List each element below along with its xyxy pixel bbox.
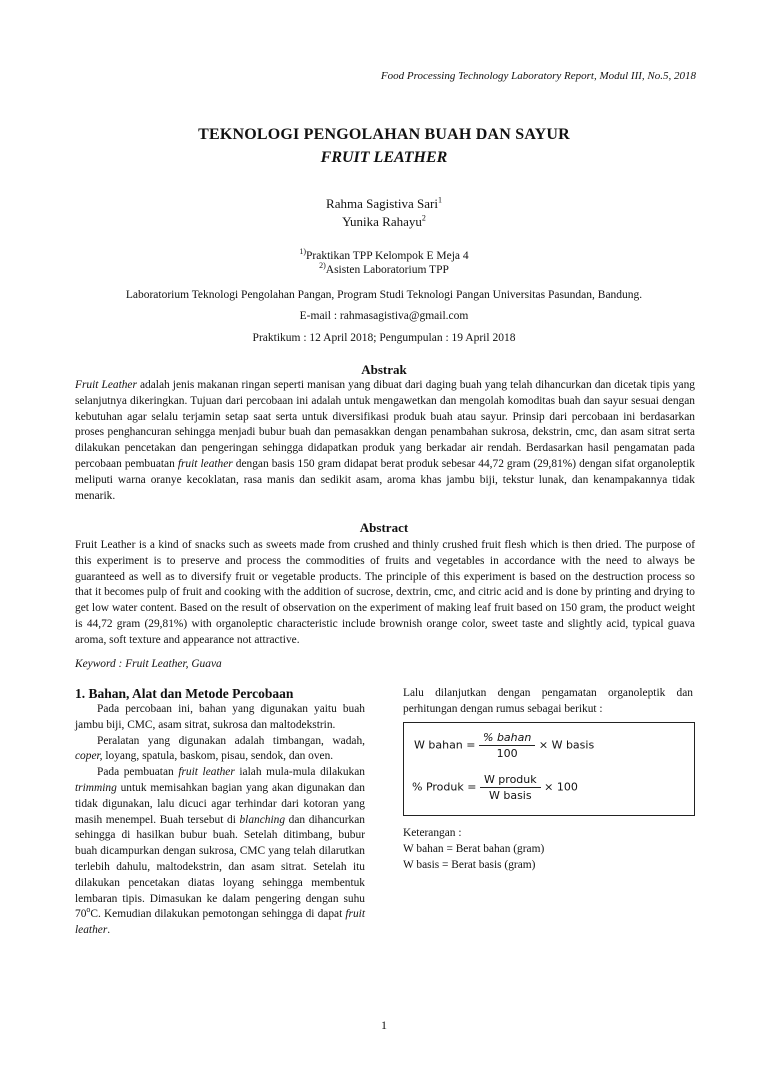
affiliation-sup: 2) (319, 261, 326, 271)
section-heading: 1. Bahan, Alat dan Metode Percobaan (75, 686, 294, 701)
text-span: loyang, spatula, baskom, pisau, sendok, dan oven. (102, 750, 334, 763)
left-column (75, 702, 365, 939)
right-column-intro: Lalu dilanjutkan dengan pengamatan organoleptik dan perhitungan dengan rumus sebagai berikut : (403, 687, 693, 715)
keterangan-block (403, 826, 693, 873)
abstrak-lead: Fruit Leather (75, 379, 137, 391)
text-span: C. Kemudian dilakukan pemotongan sehingga di dapat (90, 908, 346, 921)
text-span: . (107, 924, 111, 937)
italic-span: fruit leather (75, 908, 365, 937)
italic-span: fruit leather (178, 766, 235, 779)
fraction-numerator: W produk (480, 773, 541, 788)
abstrak-heading: Abstrak (361, 362, 407, 377)
formula-lhs: W bahan = (414, 738, 476, 752)
italic-span: coper, (75, 750, 103, 763)
abstrak-body (75, 378, 695, 504)
formula-fraction (480, 773, 541, 802)
affiliation-text: Asisten Laboratorium TPP (325, 264, 449, 276)
formula-w-bahan (414, 731, 594, 760)
fraction-numerator: % bahan (479, 731, 535, 746)
paper-title: TEKNOLOGI PENGOLAHAN BUAH DAN SAYUR (198, 126, 570, 143)
author-sup: 1 (437, 195, 442, 205)
text-span: dan dihancurkan sehingga di hasilkan bubur buah. Setelah ditimbang, bubur buah dicampurkan dengan sukrosa, CMC yang telah dilarutkan terlebih dahulu, maltodekstrin, dan asam sitrat. Setelah itu dilakukan pencetakan diatas loyang sehingga membentuk lembaran tipis. Dimasukan ke dalam pengering dengan suhu 70 (75, 813, 365, 921)
abstrak-text-2: dengan basis 150 gram didapat berat produk sebesar 44,72 gram (29,81%) dengan sifat organoleptik meliputi warna oranye kecoklatan, rasa manis dan sedikit asam, aroma khas jambu biji, tekstur lunak, dan kenampakannya tidak menarik. (75, 457, 696, 502)
formula-persen-produk (412, 773, 578, 802)
italic-span: trimming (75, 781, 117, 794)
keterangan-item: W basis = Berat basis (gram) (403, 858, 536, 871)
fraction-denominator: W basis (488, 789, 532, 802)
author-name: Rahma Sagistiva Sari (326, 196, 438, 211)
abstract-body: Fruit Leather is a kind of snacks such as sweets made from crushed and thinly crushed fruit flesh which is then dried. The purpose of this experiment is to preserve and process the commodities of fruits and vegetables in accordance with the need to always be guaranteed as well as to diversify fruit or vegetable products. The principle of this experiment is based on the destruction process so that it becomes pulp of fruit and cooking with the addition of sucrose, dextrin, cmc, and citric acid and is done by printing and drying to get low water content. Based on the result of observation on the experiment of making leaf fruit based on 150 gram, the product weight is 44,72 gram (29,81%) with organoleptic characteristic include brownish orange color, sweet taste and slightly acid, typical guava aroma, soft texture and appearance not attractive. (75, 539, 695, 646)
running-header: Food Processing Technology Laboratory Report, Modul III, No.5, 2018 (380, 70, 696, 82)
dates-line: Praktikum : 12 April 2018; Pengumpulan : 19 April 2018 (252, 332, 516, 344)
italic-span: blanching (239, 813, 286, 826)
affiliation-2 (0, 261, 768, 276)
abstrak-text-1: adalah jenis makanan ringan seperti manisan yang dibuat dari daging buah yang telah dihancurkan dan dicetak tipis yang selanjutnya dikeringkan. Tujuan dari percobaan ini adalah untuk mengawetkan dan mengolah komoditas buah dan sayur sesuai dengan kebutuhan agar selalu terjamin setap saat serta untuk diversifikasi produk buah atau sayur. Prinsip dari percobaan ini berdasarkan proses penghancuran sehingga menjadi bubur buah dan pemasakkan dengan penambahan sukrosa, dekstrin, cmc, dan asam sitrat serta dilakukan pencetakan dan pengeringan sehingga didapatkan produk yang berkadar air rendah. Berdasarkan hasil pengamatan pada percobaan pembuatan (75, 379, 695, 470)
formula-lhs: % Produk = (412, 780, 477, 794)
fraction-denominator: 100 (496, 747, 518, 760)
paragraph (75, 765, 365, 939)
formula-rhs: × W basis (538, 738, 595, 752)
email-line: E-mail : rahmasagistiva@gmail.com (299, 310, 469, 322)
paragraph (75, 734, 365, 766)
author-sup: 2 (421, 213, 426, 223)
superscript: o (86, 905, 91, 915)
formula-box (403, 722, 695, 816)
affiliation-1 (0, 247, 768, 262)
affiliation-text: Praktikan TPP Kelompok E Meja 4 (306, 250, 469, 262)
text-span: ialah mula-mula dilakukan (234, 766, 365, 779)
text-span: untuk memisahkan bagian yang akan digunakan dan tidak digunakan, lalu dicuci agar terhindar dari kotoran yang masih menempel. Buah tersebut di (75, 781, 365, 826)
keyword-line: Keyword : Fruit Leather, Guava (75, 658, 222, 670)
abstrak-italic: fruit leather (177, 457, 233, 470)
formula-rhs: × 100 (544, 780, 578, 794)
affiliation-sup: 1) (299, 247, 307, 257)
author-1 (0, 196, 768, 212)
keterangan-item: W bahan = Berat bahan (gram) (403, 842, 545, 855)
page-number: 1 (381, 1018, 387, 1032)
text-span: Peralatan yang digunakan adalah timbangan, wadah, (97, 734, 365, 747)
author-2 (0, 214, 768, 230)
keterangan-label: Keterangan : (403, 827, 462, 839)
formula-fraction (479, 731, 535, 760)
laboratory-line: Laboratorium Teknologi Pengolahan Pangan, Program Studi Teknologi Pangan Universitas Pasundan, Bandung. (125, 289, 643, 301)
paper-subtitle: FRUIT LEATHER (320, 149, 448, 166)
abstract-heading: Abstract (359, 520, 409, 535)
paragraph: Pada percobaan ini, bahan yang digunakan yaitu buah jambu biji, CMC, asam sitrat, sukrosa dan maltodekstrin. (75, 703, 365, 731)
author-name: Yunika Rahayu (342, 214, 422, 229)
text-span: Pada pembuatan (97, 766, 179, 779)
